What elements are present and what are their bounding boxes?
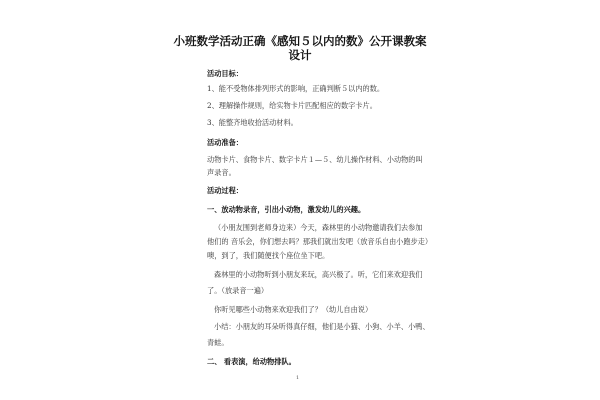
goal-item-1: 1、能不受物体排列形式的影响，正确判断５以内的数。	[207, 84, 385, 93]
step-1-heading: 一、放动物录音，引出小动物，激发幼儿的兴趣。	[207, 205, 366, 214]
process-heading: 活动过程：	[207, 186, 243, 195]
goals-heading: 活动目标：	[207, 69, 243, 78]
step-1-paragraph-line-4: 森林里的小动物听到小朋友来玩，高兴极了。听，它们来欢迎我们	[214, 270, 423, 279]
preparation-text-line-1: 动物卡片、食物卡片、数字卡片１—５、幼儿操作材料、小动物的叫	[207, 155, 423, 164]
goal-item-3: 3、能整齐地收拾活动材料。	[207, 118, 298, 127]
preparation-heading: 活动准备：	[207, 138, 243, 147]
step-1-paragraph-line-6: 你听见哪些小动物来欢迎我们了？（幼儿自由说）	[214, 305, 373, 314]
step-1-paragraph-line-3: 噢，到了，我们随便找个座位坐下吧。	[207, 251, 330, 260]
step-1-summary-line-2: 青蛙。	[207, 338, 229, 347]
step-2-heading: 二、 看表演，给动物排队。	[207, 357, 296, 366]
step-1-summary-line-1: 小结：小朋友的耳朵听得真仔细，他们是小猫、小狗、小羊、小鸭、	[214, 322, 430, 331]
preparation-text-line-2: 声录音。	[207, 168, 236, 177]
step-1-paragraph-line-5: 了。（放录音一遍）	[207, 286, 269, 295]
document-title-line-1: 小班数学活动正确《感知５以内的数》公开课教案	[173, 34, 427, 48]
page-number: 1	[296, 375, 300, 381]
document-title-line-2: 设计	[288, 48, 312, 62]
goal-item-2: 2、理解操作规则，给实物卡片匹配相应的数字卡片。	[207, 101, 377, 110]
step-1-paragraph-line-2: 他们的 音乐会，你们想去吗？那我们就出发吧（放音乐自由小跑步走）	[207, 237, 433, 246]
step-1-paragraph-line-1: （小朋友围到老师身边来）今天，森林里的小动物邀请我们去参加	[214, 223, 423, 232]
